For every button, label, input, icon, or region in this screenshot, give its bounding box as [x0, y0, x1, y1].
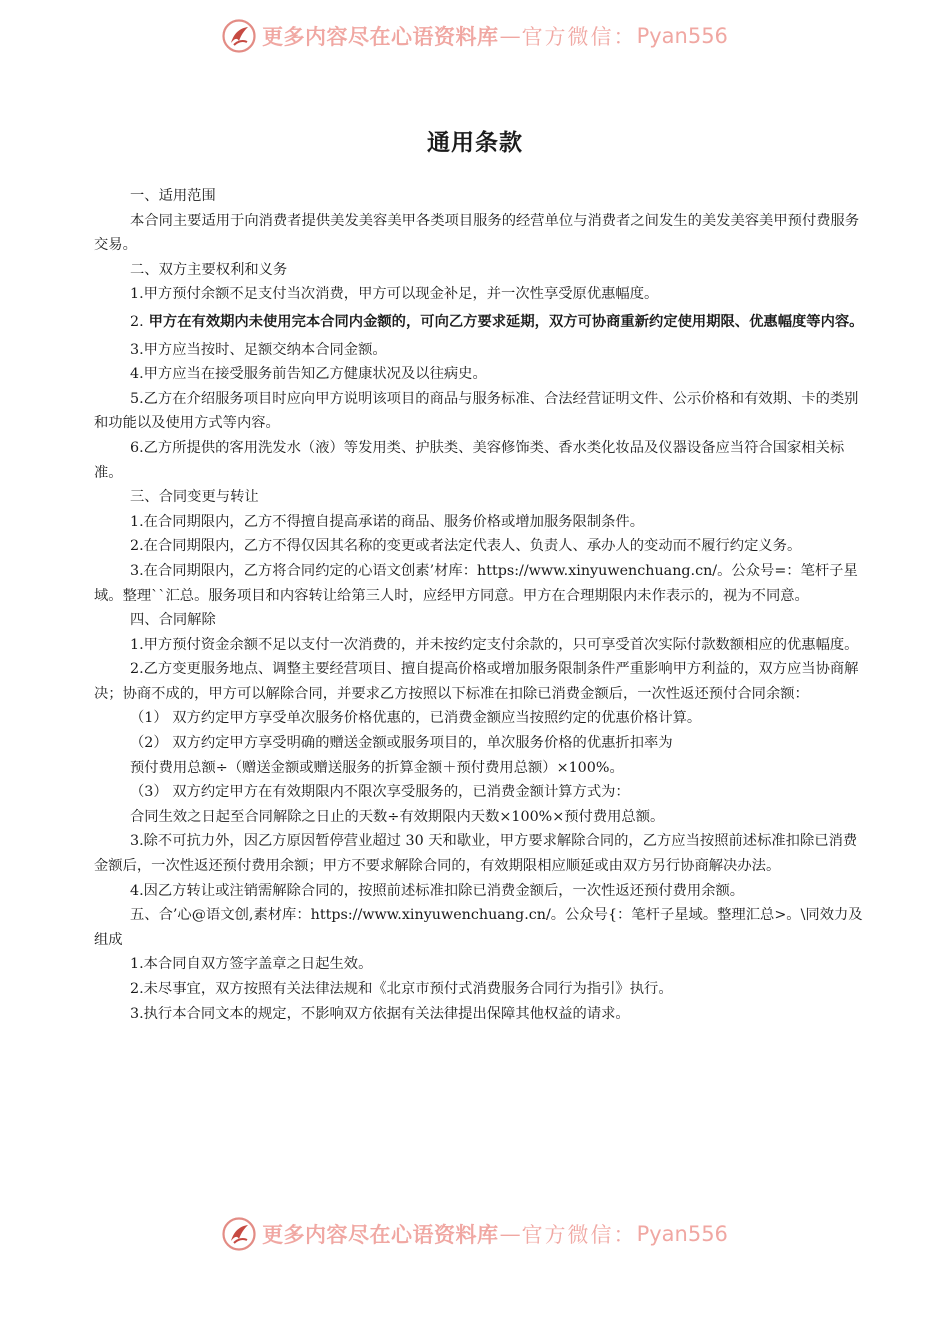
paragraph: 2.未尽事宜，双方按照有关法律法规和《北京市预付式消费服务合同行为指引》执行。 [130, 981, 673, 997]
ribbon-logo-icon [222, 19, 256, 53]
paragraph: 本合同主要适用于向消费者提供美发美容美甲各类项目服务的经营单位与消费者之间发生的美发美容美甲预付费服务交易。 [94, 212, 860, 254]
paragraph: 预付费用总额÷（赠送金额或赠送服务的折算金额＋预付费用总额）×100%。 [130, 759, 624, 776]
paragraph: （1） 双方约定甲方享受单次服务价格优惠的，已消费金额应当按照约定的优惠价格计算。 [130, 710, 702, 727]
bold-paragraph-text: 甲方在有效期内未使用完本合同内金额的，可向乙方要求延期，双方可协商重新约定使用期限、优惠幅度等内容。 [148, 313, 864, 330]
section-heading: 四、合同解除 [130, 612, 216, 629]
footer-banner [0, 1214, 950, 1254]
paragraph: 2.在合同期限内，乙方不得仅因其名称的变更或者法定代表人、负责人、承办人的变动而不履行约定义务。 [130, 538, 802, 555]
paragraph: 4.甲方应当在接受服务前告知乙方健康状况及以往病史。 [130, 366, 487, 383]
paragraph: 1.甲方预付余额不足支付当次消费，甲方可以现金补足，并一次性享受原优惠幅度。 [130, 286, 659, 303]
paragraph: 3.执行本合同文本的规定，不影响双方依据有关法律提出保障其他权益的请求。 [130, 1005, 630, 1022]
paragraph: 6.乙方所提供的客用洗发水（液）等发用类、护肤类、美容修饰类、香水类化妆品及仪器设备应当符合国家相关标准。 [94, 439, 845, 481]
paragraph: 合同生效之日起至合同解除之日止的天数÷有效期限内天数×100%×预付费用总额。 [130, 808, 665, 825]
paragraph: 3.在合同期限内，乙方将合同约定的心语文创素’材库：https://www.xinyuwenchuang.cn/。公众号=：笔杆子星域。整理``汇总。服务项目和内容转让给第三人时，应经甲方同意。甲方在合理期限内未作表示的，视为不同意。 [94, 562, 858, 604]
banner-wechat-label: 官方微信： [521, 25, 637, 49]
bold-paragraph [94, 307, 864, 338]
banner-separator: — [499, 1222, 521, 1246]
banner-wechat-id: Pyan556 [636, 1222, 728, 1246]
paragraph: （3） 双方约定甲方在有效期限内不限次享受服务的，已消费金额计算方式为： [130, 784, 630, 801]
banner-separator: — [499, 24, 521, 48]
paragraph: 5.乙方在介绍服务项目时应向甲方说明该项目的商品与服务标准、合法经营证明文件、公示价格和有效期、卡的类别和功能以及使用方式等内容。 [94, 390, 859, 432]
header-banner [0, 16, 950, 56]
section-heading: 二、双方主要权利和义务 [130, 261, 288, 278]
banner-slogan: 更多内容尽在心语资料库 [262, 24, 499, 49]
section-heading: 1.本合同自双方签字盖章之日起生效。 [130, 956, 373, 973]
paragraph: 3.甲方应当按时、足额交纳本合同金额。 [130, 341, 387, 358]
banner-wechat-id: Pyan556 [636, 24, 728, 48]
paragraph: 1.在合同期限内，乙方不得擅自提高承诺的商品、服务价格或增加服务限制条件。 [130, 513, 645, 530]
document-title: 通用条款 [427, 129, 523, 156]
document-body [94, 184, 864, 1026]
section-heading: 一、适用范围 [130, 188, 216, 204]
section-heading: 三、合同变更与转让 [130, 489, 259, 506]
paragraph: 2.乙方变更服务地点、调整主要经营项目、擅自提高价格或增加服务限制条件严重影响甲方利益的，双方应当协商解决；协商不成的，甲方可以解除合同，并要求乙方按照以下标准在扣除已消费金额后，一次性返还预付合同余额： [94, 661, 859, 702]
paragraph: 3.除不可抗力外，因乙方原因暂停营业超过 30 天和歇业，甲方要求解除合同的，乙方应当按照前述标准扣除已消费金额后，一次性返还预付费用余额；甲方不要求解除合同的，有效期限相应顺延或由双方另行协商解决办法。 [94, 833, 858, 875]
paragraph: 1.甲方预付资金余额不足以支付一次消费的，并未按约定支付余款的，只可享受首次实际付款数额相应的优惠幅度。 [130, 636, 859, 653]
banner-wechat-label: 官方微信： [521, 1223, 637, 1247]
paragraph: （2） 双方约定甲方享受明确的赠送金额或服务项目的，单次服务价格的优惠折扣率为 [130, 735, 673, 752]
paragraph: 4.因乙方转让或注销需解除合同的，按照前述标准扣除已消费金额后，一次性返还预付费用余额。 [130, 882, 745, 899]
paragraph: 五、合’心@语文创,素材库：https://www.xinyuwenchuang.cn/。公众号{：笔杆子星域。整理汇总>。\同效力及组成 [94, 907, 863, 948]
ribbon-logo-icon [222, 1217, 256, 1251]
banner-slogan: 更多内容尽在心语资料库 [262, 1222, 499, 1247]
bold-paragraph-number: 2. [130, 313, 144, 330]
